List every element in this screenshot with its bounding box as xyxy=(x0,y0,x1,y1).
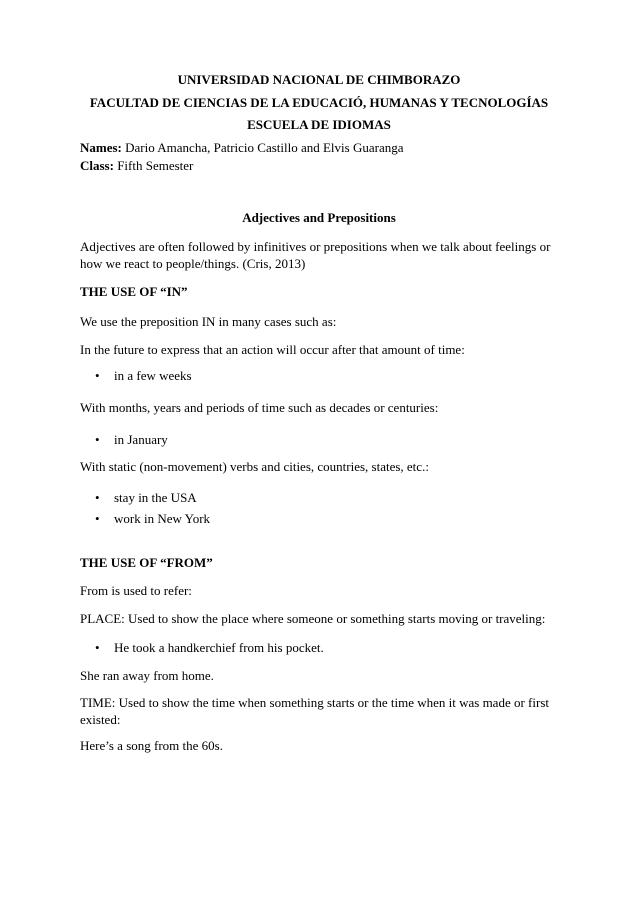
names-value: Dario Amancha, Patricio Castillo and Elvis Guaranga xyxy=(125,140,404,155)
time-example: Here’s a song from the 60s. xyxy=(80,738,223,753)
section-from-heading: THE USE OF “FROM” xyxy=(80,555,213,570)
list-item-text: work in New York xyxy=(114,511,211,526)
list-item xyxy=(95,510,210,527)
section-in-heading: THE USE OF “IN” xyxy=(80,284,188,299)
document-title: Adjectives and Prepositions xyxy=(242,210,396,225)
intro-paragraph: Adjectives are often followed by infinitives or prepositions when we talk about feelings or how we react to people/things. (Cris, 2013) xyxy=(80,239,551,271)
list-item xyxy=(95,639,324,656)
class-line xyxy=(80,157,193,174)
list-item xyxy=(95,431,168,448)
list-item-text: stay in the USA xyxy=(114,490,197,505)
bullet-icon: • xyxy=(95,432,100,447)
future-text: In the future to express that an action will occur after that amount of time: xyxy=(80,342,465,357)
list-item xyxy=(95,367,192,384)
time-text: TIME: Used to show the time when something starts or the time when it was made or first existed: xyxy=(80,695,549,727)
static-text: With static (non-movement) verbs and cities, countries, states, etc.: xyxy=(80,459,429,474)
list-item-text: He took a handkerchief from his pocket. xyxy=(114,640,324,655)
school-heading: ESCUELA DE IDIOMAS xyxy=(247,117,391,132)
list-item xyxy=(95,489,197,506)
list-item-text: in January xyxy=(114,432,168,447)
section-from-lead: From is used to refer: xyxy=(80,583,192,598)
university-heading: UNIVERSIDAD NACIONAL DE CHIMBORAZO xyxy=(177,72,461,87)
names-label: Names: xyxy=(80,140,122,155)
bullet-icon: • xyxy=(95,511,100,526)
faculty-heading: FACULTAD DE CIENCIAS DE LA EDUCACIÓ, HUMANAS Y TECNOLOGÍAS xyxy=(89,95,549,110)
class-value: Fifth Semester xyxy=(117,158,194,173)
names-line xyxy=(80,139,404,156)
class-label: Class: xyxy=(80,158,114,173)
months-text: With months, years and periods of time such as decades or centuries: xyxy=(80,400,439,415)
place-text: PLACE: Used to show the place where someone or something starts moving or traveling: xyxy=(80,611,546,626)
bullet-icon: • xyxy=(95,640,100,655)
place-example: She ran away from home. xyxy=(80,668,214,683)
bullet-icon: • xyxy=(95,368,100,383)
bullet-icon: • xyxy=(95,490,100,505)
list-item-text: in a few weeks xyxy=(114,368,192,383)
section-in-lead: We use the preposition IN in many cases such as: xyxy=(80,314,337,329)
